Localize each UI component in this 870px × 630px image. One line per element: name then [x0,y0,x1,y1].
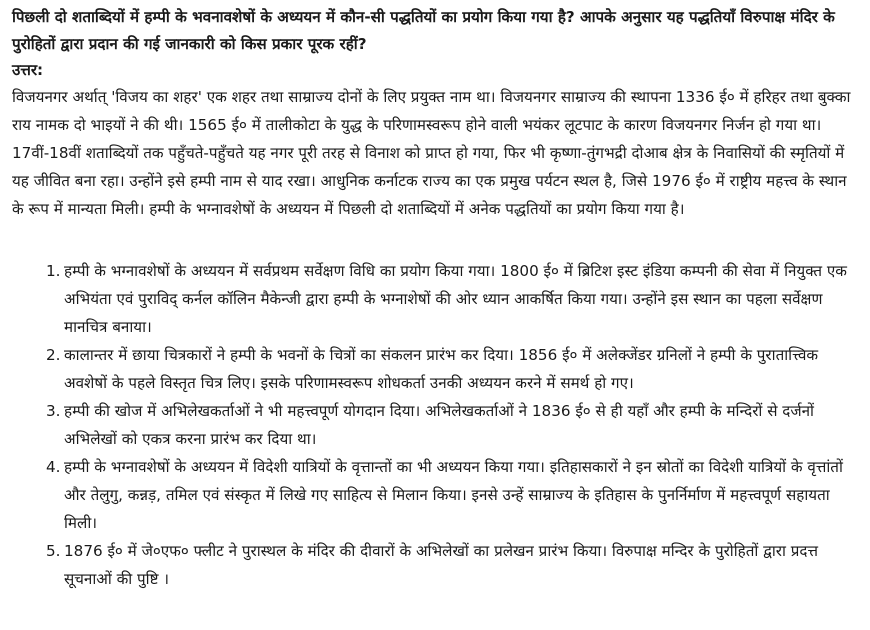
list-item [12,257,860,341]
list-item-text: हम्पी के भग्नावशेषों के अध्ययन में विदेशी यात्रियों के वृत्तान्तों का भी अध्ययन किया गया। इतिहासकारों ने इन स्रोतों का विदेशी यात्रियों के वृत्तांतों और तेलुगु, कन्नड़, तमिल एवं संस्कृत में लिखे गए साहित्य से मिलान किया। इनसे उन्हें साम्राज्य के इतिहास के पुनर्निर्माण में महत्त्वपूर्ण सहायता मिली। [64,458,843,532]
list-item [12,453,860,537]
list-item-text: हम्पी की खोज में अभिलेखकर्ताओं ने भी महत्त्वपूर्ण योगदान दिया। अभिलेखकर्ताओं ने 1836 ई० से ही यहाँ और हम्पी के मन्दिरों से दर्जनों अभिलेखों को एकत्र करना प्रारंभ कर दिया था। [64,402,814,448]
list-item [12,537,860,593]
question-text: पिछली दो शताब्दियों में हम्पी के भवनावशेषों के अध्ययन में कौन-सी पद्धतियों का प्रयोग किया गया है? आपके अनुसार यह पद्धतियाँ विरुपाक्ष मंदिर के पुरोहितों द्वारा प्रदान की गई जानकारी को किस प्रकार पूरक रहीं? [12,8,835,53]
list-item-number: 2. [46,346,61,364]
document [12,4,860,593]
list-item [12,397,860,453]
answer-heading: उत्तर: [12,61,44,79]
methods-list [12,257,860,593]
list-item [12,341,860,397]
list-item-number: 3. [46,402,61,420]
list-item-number: 4. [46,458,61,476]
list-item-number: 1. [46,262,61,280]
list-item-text: हम्पी के भग्नावशेषों के अध्ययन में सर्वप्रथम सर्वेक्षण विधि का प्रयोग किया गया। 1800 ई० में ब्रिटिश इस्ट इंडिया कम्पनी की सेवा में नियुक्त एक अभियंता एवं पुराविद् कर्नल कॉलिन मैकेन्जी द्वारा हम्पी के भग्नाशेषों की ओर ध्यान आकर्षित किया गया। उन्होंने इस स्थान का पहला सर्वेक्षण मानचित्र बनाया। [64,262,847,336]
list-item-text: 1876 ई० में जे०एफ० फ्लीट ने पुरास्थल के मंदिर की दीवारों के अभिलेखों का प्रलेखन प्रारंभ किया। विरुपाक्ष मन्दिर के पुरोहितों द्वारा प्रदत्त सूचनाओं की पुष्टि । [64,542,818,588]
intro-paragraph: विजयनगर अर्थात् 'विजय का शहर' एक शहर तथा साम्राज्य दोनों के लिए प्रयुक्त नाम था। विजयनगर साम्राज्य की स्थापना 1336 ई० में हरिहर तथा बुक्का राय नामक दो भाइयों ने की थी। 1565 ई० में तालीकोटा के युद्ध के परिणामस्वरूप होने वाली भयंकर लूटपाट के कारण विजयनगर निर्जन हो गया था। 17वीं-18वीं शताब्दियों तक पहुँचते-पहुँचते यह नगर पूरी तरह से विनाश को प्राप्त हो गया, फिर भी कृष्णा-तुंगभद्री दोआब क्षेत्र के निवासियों की स्मृतियों में यह जीवित बना रहा। उन्होंने इसे हम्पी नाम से याद रखा। आधुनिक कर्नाटक राज्य का एक प्रमुख पर्यटन स्थल है, जिसे 1976 ई० में राष्ट्रीय महत्त्व के स्थान के रूप में मान्यता मिली। हम्पी के भग्नावशेषों के अध्ययन में पिछली दो शताब्दियों में अनेक पद्धतियों का प्रयोग किया गया है। [12,88,851,218]
list-item-number: 5. [46,542,61,560]
list-item-text: कालान्तर में छाया चित्रकारों ने हम्पी के भवनों के चित्रों का संकलन प्रारंभ कर दिया। 1856 ई० में अलेक्जेंडर ग्रनिलों ने हम्पी के पुरातात्त्विक अवशेषों के पहले विस्तृत चित्र लिए। इसके परिणामस्वरूप शोधकर्ता उनकी अध्ययन करने में समर्थ हो गए। [64,346,819,392]
